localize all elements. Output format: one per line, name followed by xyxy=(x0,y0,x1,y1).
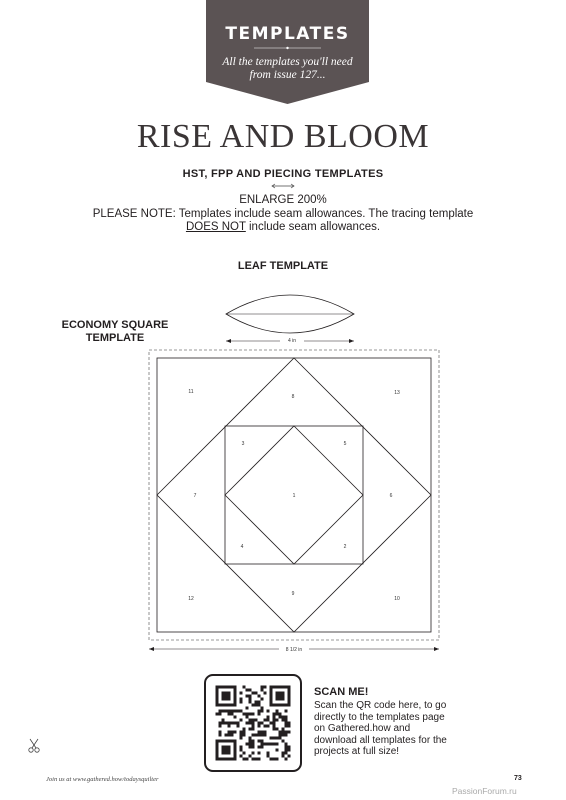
footer-website: Join us at www.gathered.how/todaysquilter xyxy=(46,776,159,783)
piece-number-1: 1 xyxy=(292,493,296,499)
piece-number-10: 10 xyxy=(394,596,400,602)
piece-number-12: 12 xyxy=(188,596,194,602)
piece-number-4: 4 xyxy=(240,544,244,550)
scan-me-body: Scan the QR code here, to go directly to the templates page on Gathered.how and download all templates for the projects at full size! xyxy=(314,700,447,757)
leaf-template-label: LEAF TEMPLATE xyxy=(237,260,329,272)
piece-number-6: 6 xyxy=(389,493,393,499)
seam-note-line1: PLEASE NOTE: Templates include seam allowances. The tracing template xyxy=(92,208,474,220)
scissors-icon xyxy=(27,738,41,754)
page-number: 73 xyxy=(514,775,522,782)
leaf-dimension-label-box xyxy=(280,336,304,344)
piece-number-9: 9 xyxy=(291,591,295,597)
piece-number-7: 7 xyxy=(193,493,197,499)
qr-code[interactable] xyxy=(204,674,302,772)
piece-number-5: 5 xyxy=(343,441,347,447)
seam-note-emphasis: DOES NOT xyxy=(185,221,246,233)
banner-subtitle: All the templates you'll need from issue 127... xyxy=(222,56,353,81)
enlarge-instruction: ENLARGE 200% xyxy=(239,194,327,206)
piece-number-11: 11 xyxy=(188,389,194,395)
square-dimension-label: 8 1/2 in xyxy=(285,647,303,653)
templates-banner xyxy=(206,0,369,104)
piece-number-8: 8 xyxy=(291,394,295,400)
seam-note-suffix: include seam allowances. xyxy=(249,221,381,233)
watermark: PassionForum.ru xyxy=(452,786,517,796)
seam-note-line2 xyxy=(0,221,566,234)
piece-number-2: 2 xyxy=(343,544,347,550)
scan-me-title: SCAN ME! xyxy=(314,686,369,698)
economy-square-label: ECONOMY SQUARE TEMPLATE xyxy=(61,319,169,344)
piece-number-3: 3 xyxy=(241,441,245,447)
leaf-dimension-label: 4 in xyxy=(287,338,297,344)
page-subtitle: HST, FPP AND PIECING TEMPLATES xyxy=(182,168,384,180)
seam-note xyxy=(0,208,566,234)
banner-title: TEMPLATES xyxy=(225,24,350,44)
page-title: RISE AND BLOOM xyxy=(136,118,430,155)
double-arrow-divider-icon xyxy=(271,183,295,189)
piece-number-13: 13 xyxy=(394,390,400,396)
economy-square-template xyxy=(145,348,443,658)
